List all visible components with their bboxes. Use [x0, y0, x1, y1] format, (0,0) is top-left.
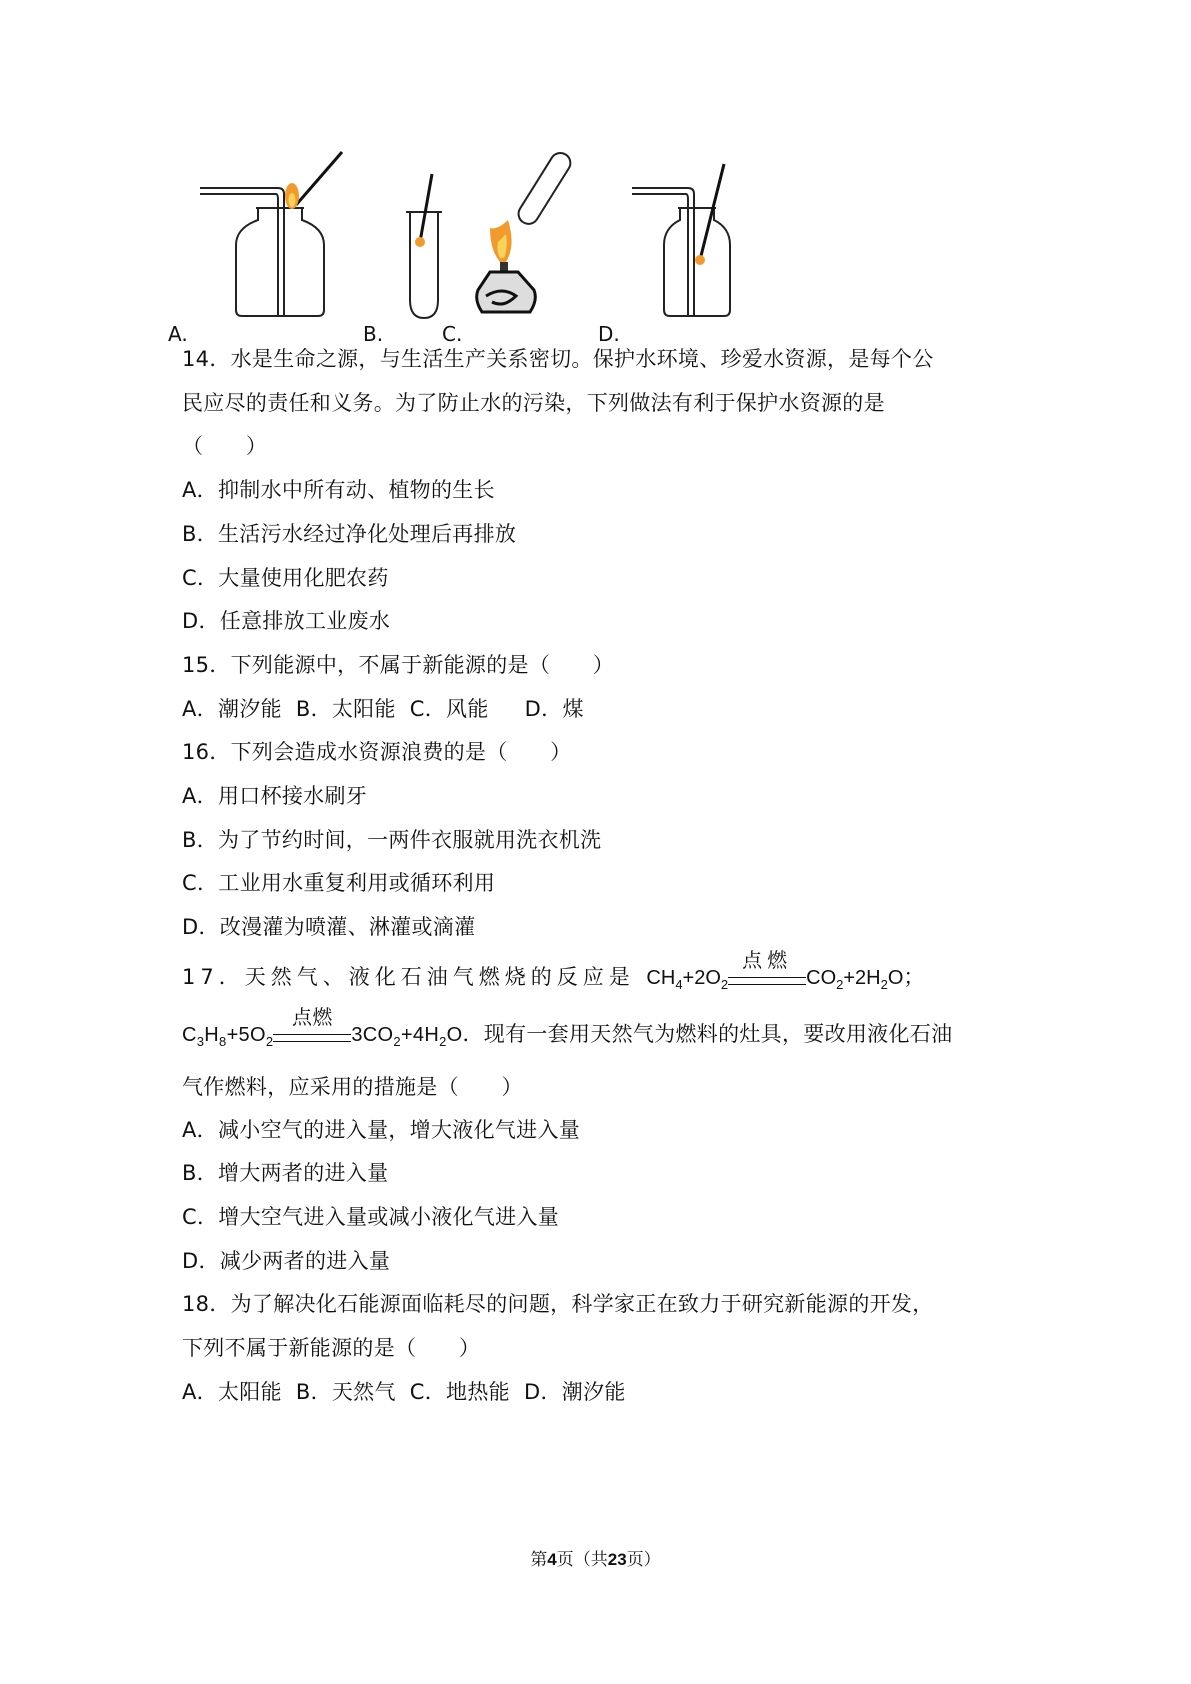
q16-stem: 16．下列会造成水资源浪费的是（ ） — [182, 740, 572, 764]
q16-option-b: B．为了节约时间，一两件衣服就用洗衣机洗 — [182, 828, 602, 852]
q17-line2 — [182, 1005, 953, 1057]
q17-eq1-end: ； — [903, 965, 930, 989]
q15-option-b: B．太阳能 — [295, 697, 396, 721]
figure-option-d: D. — [598, 322, 620, 346]
q17-stem-line3: 气作燃料，应采用的措施是（ ） — [182, 1075, 523, 1099]
figure-b-test-tube-stick — [402, 150, 462, 325]
q14-option-c: C．大量使用化肥农药 — [182, 566, 389, 590]
q15-option-a: A．潮汐能 — [182, 697, 282, 721]
q17-option-c: C．增大空气进入量或减小液化气进入量 — [182, 1205, 560, 1229]
q17-eq1-right: $CO_2+2H_2O$ — [806, 967, 904, 992]
q17-eq1-left: $CH_4+2O_2$ — [646, 967, 729, 992]
q15-stem: 15．下列能源中，不属于新能源的是（ ） — [182, 653, 615, 677]
q18-stem-line1: 18．为了解决化石能源面临耗尽的问题，科学家正在致力于研究新能源的开发， — [182, 1292, 934, 1316]
footer-page-number: 4 — [547, 1550, 557, 1569]
figure-option-a: A. — [168, 322, 188, 346]
q18-options — [182, 1377, 626, 1407]
figure-c-alcohol-lamp — [472, 150, 582, 325]
q17-eq2-arrow — [273, 1005, 351, 1042]
q16-option-d: D．改漫灌为喷灌、淋灌或滴灌 — [182, 915, 476, 939]
q17-option-d: D．减少两者的进入量 — [182, 1249, 391, 1273]
apparatus-figures — [168, 150, 880, 350]
figure-a-bottle-flame-at-mouth — [200, 150, 350, 325]
footer-mid: 页（共 — [556, 1550, 608, 1570]
page-footer — [0, 1545, 1191, 1570]
q14-option-d: D．任意排放工业废水 — [182, 609, 391, 633]
q17-eq2-left: $C_3H_8+5O_2$ — [182, 1024, 274, 1049]
q17-option-a: A．减小空气的进入量，增大液化气进入量 — [182, 1118, 581, 1142]
q16-option-c: C．工业用水重复利用或循环利用 — [182, 871, 496, 895]
q18-option-c: C．地热能 — [409, 1380, 510, 1404]
q14-option-b: B．生活污水经过净化处理后再排放 — [182, 522, 517, 546]
q15-option-c: C．风能 — [409, 697, 489, 721]
q14-option-a: A．抑制水中所有动、植物的生长 — [182, 478, 495, 502]
q18-option-d: D．潮汐能 — [523, 1380, 626, 1404]
q17-option-b: B．增大两者的进入量 — [182, 1161, 389, 1185]
q14-stem-line1: 14．水是生命之源，与生活生产关系密切。保护水环境、珍爱水资源，是每个公 — [182, 347, 934, 371]
q15-options — [182, 694, 584, 724]
q17-eq1-arrow — [728, 948, 806, 985]
q15-option-d: D．煤 — [524, 697, 584, 721]
q16-option-a: A．用口杯接水刷牙 — [182, 784, 368, 808]
q17-line1 — [182, 948, 930, 1000]
q18-option-a: A．太阳能 — [182, 1380, 282, 1404]
q14-blank: （ ） — [182, 434, 268, 458]
q17-eq1-condition: 点燃 — [742, 948, 793, 972]
footer-pre: 第 — [530, 1550, 548, 1570]
q14-stem-line2: 民应尽的责任和义务。为了防止水的污染，下列做法有利于保护水资源的是 — [182, 391, 885, 415]
figure-option-b: B. — [363, 322, 384, 346]
q17-eq2-right: $3CO_2+4H_2O$ — [351, 1024, 463, 1049]
q17-prefix: 17．天然气、液化石油气燃烧的反应是 — [182, 965, 635, 989]
footer-total-pages: 23 — [607, 1550, 627, 1569]
q18-option-b: B．天然气 — [295, 1380, 396, 1404]
figure-d-bottle-stick-inside — [632, 150, 782, 325]
footer-post: 页） — [626, 1550, 661, 1570]
q17-stem-cont: ．现有一套用天然气为燃料的灶具，要改用液化石油 — [462, 1022, 953, 1046]
q18-stem-line2: 下列不属于新能源的是（ ） — [182, 1336, 481, 1360]
q17-eq2-condition: 点燃 — [292, 1005, 333, 1029]
figure-option-c: C. — [442, 322, 463, 346]
